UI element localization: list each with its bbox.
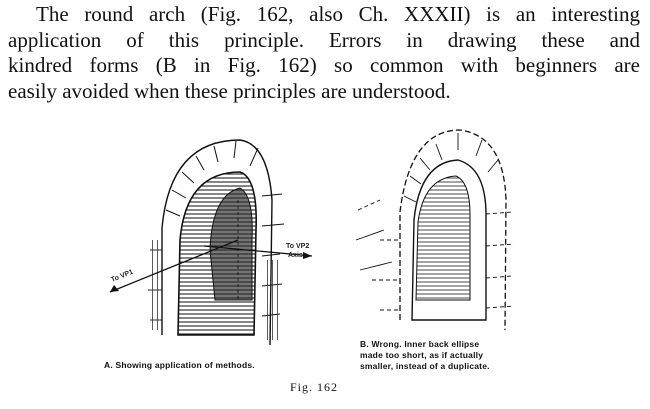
caption-a: A. Showing application of methods.: [104, 360, 255, 370]
figure-label: Fig. 162: [290, 380, 339, 394]
sketch-b-arch: [356, 130, 514, 330]
vp1-annotation: To VP1: [110, 268, 135, 284]
sketch-a-arch: [110, 140, 312, 345]
paragraph-line-1: The round arch (Fig. 162, also Ch. XXXII) is an interesting: [36, 2, 640, 26]
vp2-annotation: To VP2: [286, 243, 310, 250]
caption-b: [360, 339, 490, 372]
paragraph-line-2: application of this principle. Errors in drawing these and: [8, 27, 640, 52]
caption-b-line-1: B. Wrong. Inner back ellipse: [360, 339, 480, 349]
paragraph-line-3: kindred forms (B in Fig. 162) so common with beginners are: [8, 53, 640, 77]
caption-b-line-3: smaller, instead of a duplicate.: [360, 361, 490, 371]
axis-annotation: Axis: [288, 252, 303, 259]
caption-b-line-2: made too short, as if actually: [360, 350, 484, 360]
paragraph-line-4: easily avoided when these principles are understood.: [8, 78, 451, 103]
